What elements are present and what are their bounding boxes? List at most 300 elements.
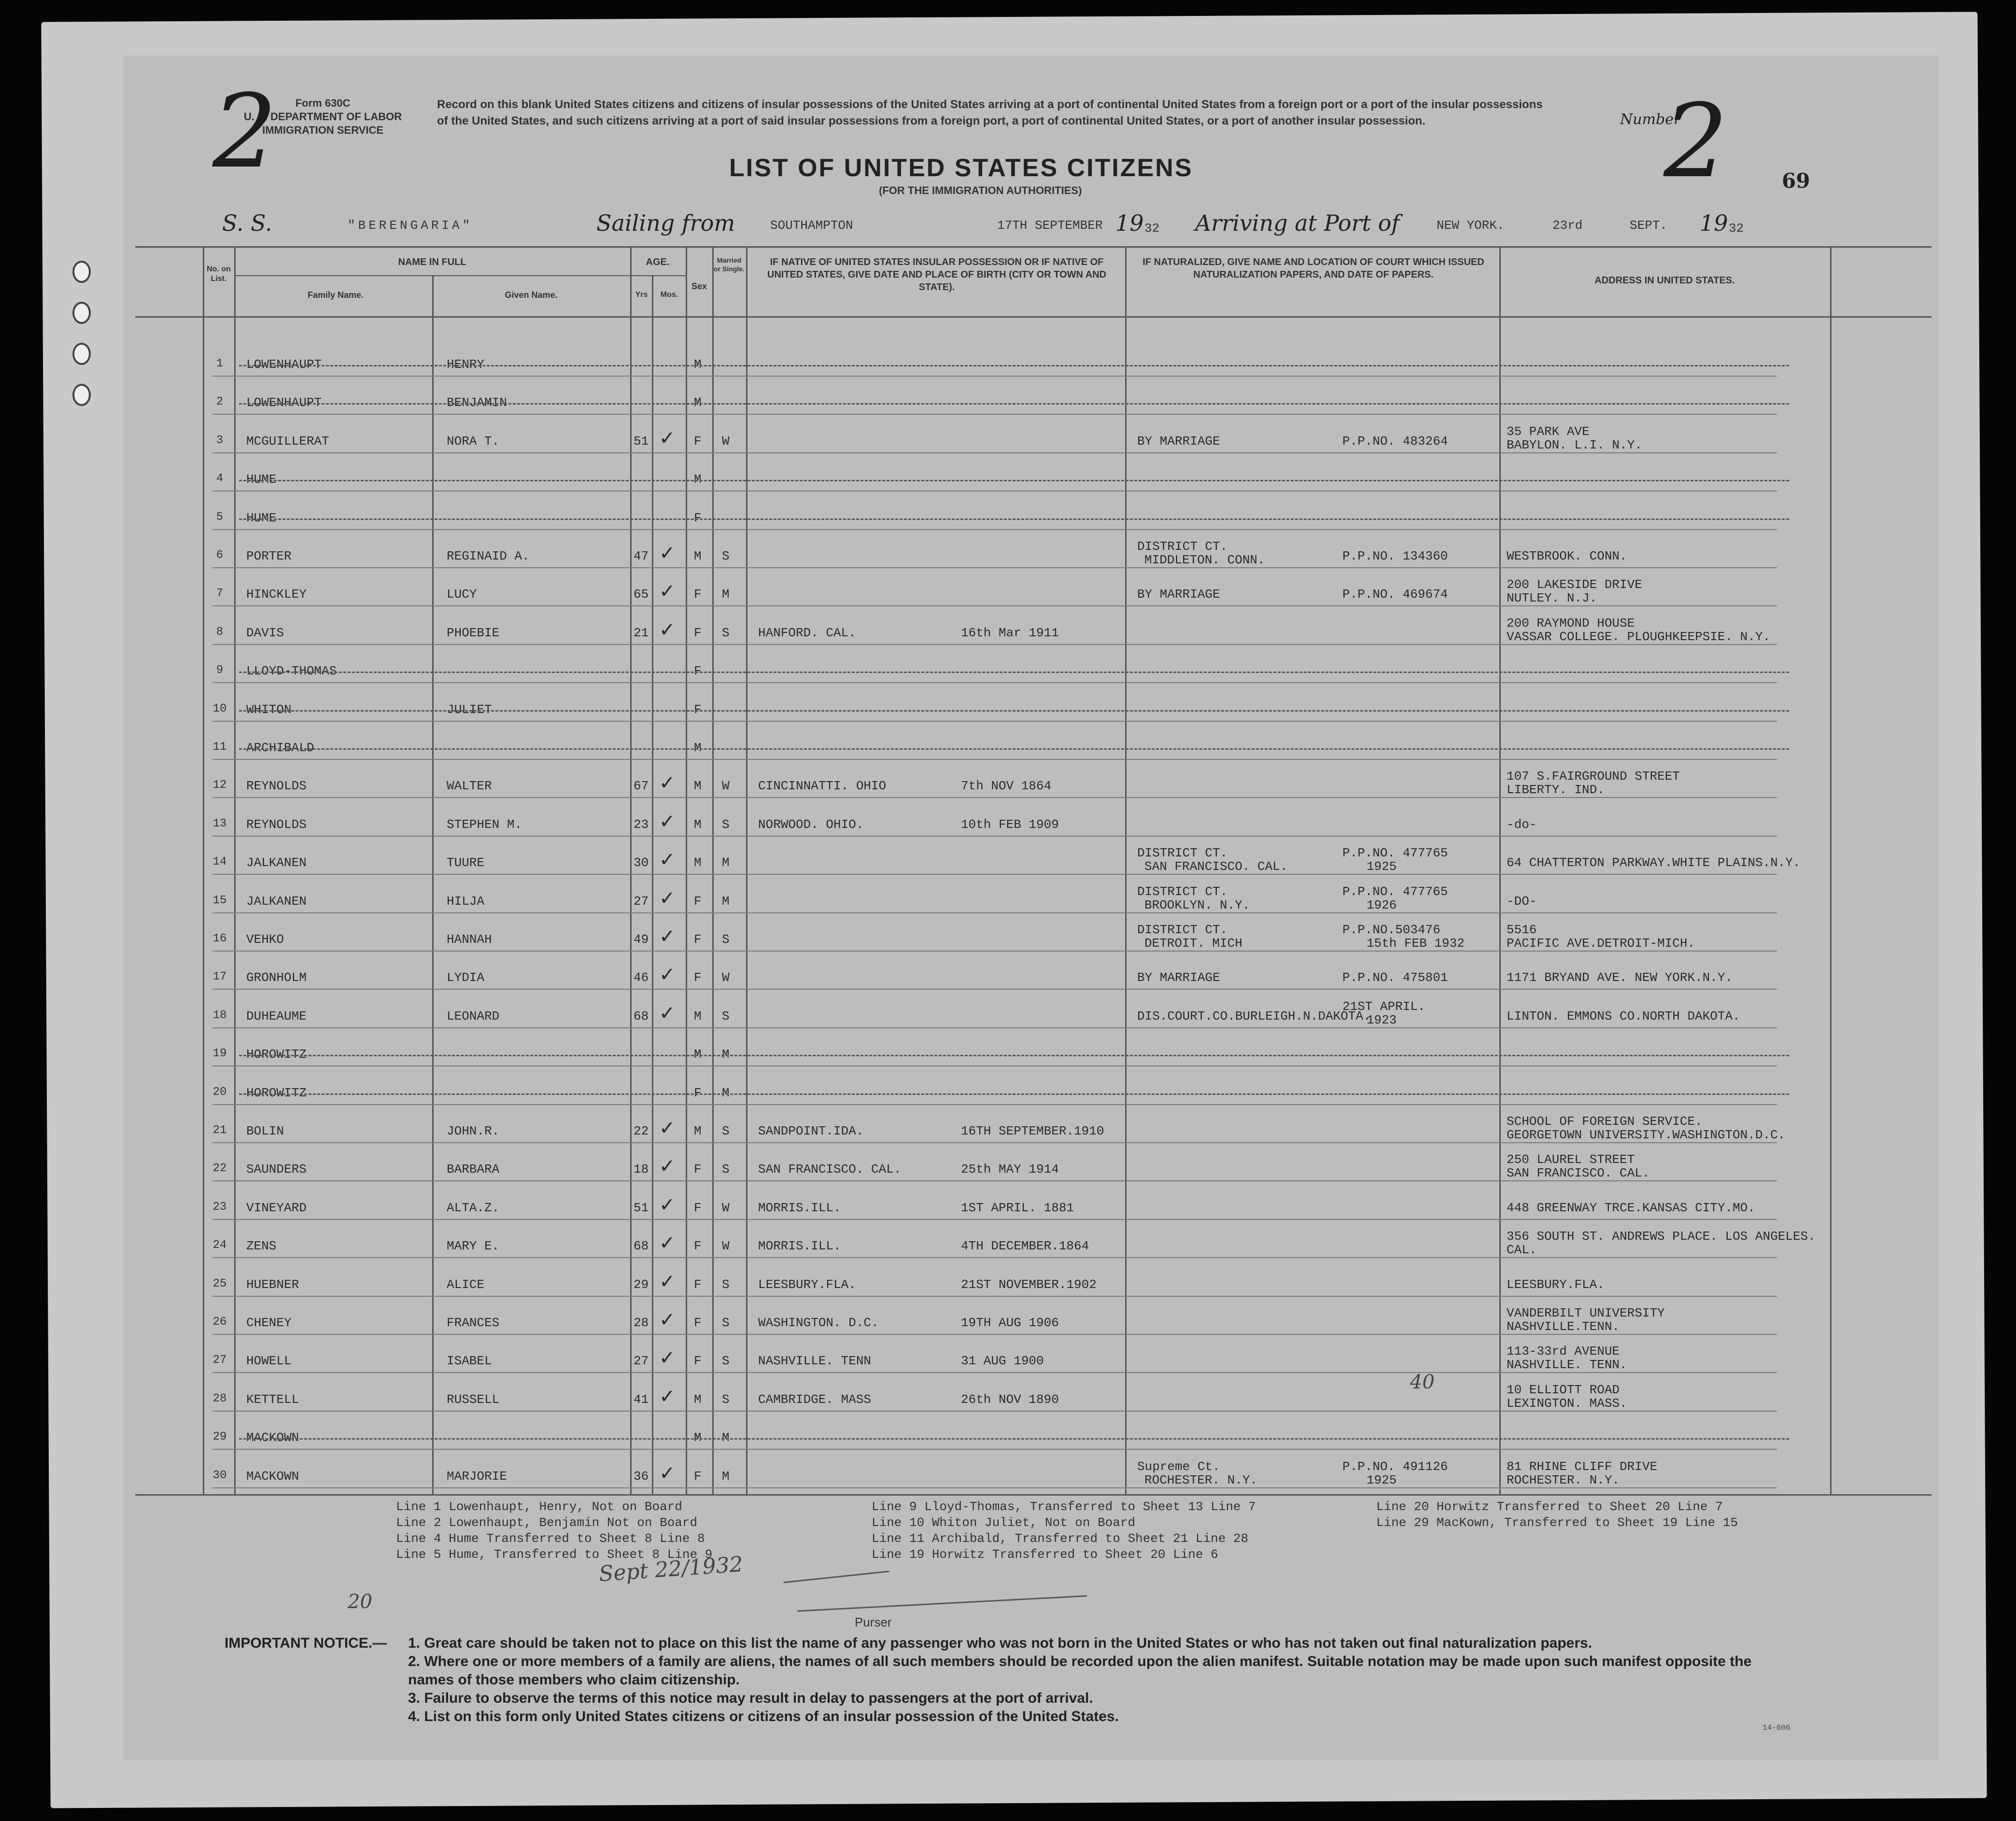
note-line: Line 4 Hume Transferred to Sheet 8 Line 8	[396, 1531, 705, 1546]
check-icon: ✓	[659, 1232, 676, 1255]
address: 81 RHINE CLIFF DRIVE	[1507, 1459, 1658, 1474]
sex: M	[694, 1047, 702, 1062]
address: 64 CHATTERTON PARKWAY.WHITE PLAINS.N.Y.	[1507, 855, 1801, 870]
court: BY MARRIAGE	[1137, 434, 1220, 448]
given-name: JOHN.R.	[447, 1124, 500, 1138]
strike-through-line	[239, 1438, 1789, 1440]
row-rule	[212, 452, 1777, 453]
check-icon: ✓	[659, 580, 676, 603]
sex: M	[694, 1009, 702, 1023]
row-number: 23	[212, 1200, 227, 1214]
family-name: HOROWITZ	[246, 1085, 307, 1100]
birth-place: WASHINGTON. D.C.	[758, 1316, 879, 1330]
check-icon: ✓	[659, 1155, 676, 1178]
row-number: 29	[212, 1430, 227, 1444]
row-number: 19	[212, 1047, 227, 1061]
given-name: PHOEBIE	[447, 625, 500, 640]
family-name: MCGUILLERAT	[246, 434, 329, 448]
family-name: PORTER	[246, 549, 292, 563]
col-married-header: Married or Single.	[714, 256, 745, 273]
age-years: 46	[634, 970, 649, 985]
sex: F	[694, 702, 702, 717]
check-icon: ✓	[659, 1347, 676, 1370]
given-name: LEONARD	[447, 1009, 500, 1023]
paper-number: P.P.NO.503476	[1342, 923, 1440, 937]
birth-date: 10th FEB 1909	[961, 817, 1059, 832]
marital-status: M	[722, 1430, 730, 1445]
row-number: 10	[212, 702, 227, 715]
family-name: VINEYARD	[246, 1200, 307, 1215]
sailing-label: Sailing from	[596, 210, 735, 236]
birth-date: 16th Mar 1911	[961, 625, 1059, 640]
sailing-date: 17TH SEPTEMBER	[997, 218, 1103, 233]
given-name: ALICE	[447, 1277, 485, 1292]
row-rule	[212, 1487, 1777, 1488]
paper-number: P.P.NO. 477765	[1342, 846, 1448, 861]
marital-status: W	[722, 434, 730, 448]
given-name: WALTER	[447, 779, 492, 794]
col-divider	[686, 246, 687, 1494]
address: 1171 BRYAND AVE. NEW YORK.N.Y.	[1507, 970, 1733, 985]
marital-status: M	[722, 1469, 730, 1484]
row-number: 16	[212, 932, 227, 945]
row-number: 8	[216, 625, 224, 639]
note-line: Line 9 Lloyd-Thomas, Transferred to Sheet 13 Line 7	[872, 1499, 1256, 1514]
address: 107 S.FAIRGROUND STREET	[1507, 769, 1680, 784]
strike-through-line	[239, 1093, 1789, 1095]
sex: F	[694, 664, 702, 679]
check-icon: ✓	[659, 427, 676, 449]
address-line2: NASHVILLE.TENN.	[1507, 1319, 1620, 1334]
birth-place: CINCINNATTI. OHIO	[758, 779, 887, 794]
age-years: 68	[634, 1009, 649, 1023]
address: 5516	[1507, 923, 1537, 937]
page-title: LIST OF UNITED STATES CITIZENS	[729, 154, 1193, 182]
row-number: 7	[216, 587, 224, 601]
marital-status: S	[722, 817, 730, 832]
family-name: DUHEAUME	[246, 1009, 307, 1023]
check-icon: ✓	[659, 849, 676, 871]
birth-date: 25th MAY 1914	[961, 1162, 1059, 1177]
court: DISTRICT CT.	[1137, 884, 1228, 899]
given-name: FRANCES	[447, 1316, 500, 1330]
paper-number: 21ST APRIL.	[1342, 999, 1425, 1014]
note-line: Line 1 Lowenhaupt, Henry, Not on Board	[396, 1499, 682, 1514]
notes-left	[396, 1499, 712, 1563]
marital-status: S	[722, 1277, 730, 1292]
address-line2: ROCHESTER. N.Y.	[1507, 1472, 1620, 1487]
given-name: REGINAID A.	[447, 549, 530, 563]
birth-place: NORWOOD. OHIO.	[758, 817, 864, 832]
paper-date: 1925	[1367, 1472, 1397, 1487]
paper-number: P.P.NO. 491126	[1342, 1459, 1448, 1474]
handwritten-count: 40	[1410, 1371, 1435, 1393]
family-name: REYNOLDS	[246, 779, 307, 794]
notice-item: 2. Where one or more members of a family are aliens, the names of all such members should be recorded upon the alien manifest. Suitable notation may be made upon such manifest opposite the names of those members who claim citizenship.	[408, 1653, 1752, 1688]
address-line2: LEXINGTON. MASS.	[1507, 1396, 1627, 1411]
row-rule	[212, 529, 1777, 530]
sex: F	[694, 625, 702, 640]
service: IMMIGRATION SERVICE	[262, 124, 384, 136]
family-name: DAVIS	[246, 625, 284, 640]
sailing-year: 32	[1144, 221, 1160, 236]
notes-middle	[872, 1499, 1256, 1563]
sex: F	[694, 894, 702, 909]
family-name: KETTELL	[246, 1392, 299, 1407]
sex: F	[694, 587, 702, 602]
row-rule	[212, 1411, 1777, 1412]
marital-status: S	[722, 1124, 730, 1138]
col-divider	[630, 246, 632, 1494]
punch-hole	[72, 343, 91, 365]
birth-place: HANFORD. CAL.	[758, 625, 856, 640]
strike-through-line	[239, 518, 1789, 520]
family-name: HUME	[246, 510, 277, 525]
court-location: SAN FRANCISCO. CAL.	[1144, 859, 1288, 874]
court-location: MIDDLETON. CONN.	[1144, 553, 1265, 567]
row-number: 24	[212, 1239, 227, 1252]
strike-through-line	[239, 672, 1789, 673]
address-line2: GEORGETOWN UNIVERSITY.WASHINGTON.D.C.	[1507, 1128, 1786, 1142]
punch-hole	[72, 384, 91, 406]
birth-place: MORRIS.ILL.	[758, 1239, 841, 1254]
strike-through-line	[239, 403, 1789, 405]
col-sex-header: Sex	[691, 281, 707, 291]
notes-right	[1376, 1499, 1738, 1531]
family-name: VEHKO	[246, 932, 284, 947]
check-icon: ✓	[659, 1270, 676, 1293]
form-number: Form 630C	[295, 97, 351, 109]
row-number: 25	[212, 1277, 227, 1290]
table-header-bottom	[135, 316, 1931, 318]
sailing-from: SOUTHAMPTON	[770, 218, 853, 233]
family-name: CHENEY	[246, 1316, 292, 1330]
court-location: ROCHESTER. N.Y.	[1144, 1472, 1258, 1487]
marital-status: S	[722, 1392, 730, 1407]
check-icon: ✓	[659, 1462, 676, 1485]
given-name: ISABEL	[447, 1354, 492, 1369]
court: DISTRICT CT.	[1137, 923, 1228, 937]
row-rule	[212, 951, 1777, 952]
note-line: Line 20 Horwitz Transferred to Sheet 20 Line 7	[1376, 1499, 1723, 1514]
department: U. S. DEPARTMENT OF LABOR	[244, 111, 402, 123]
given-name: RUSSELL	[447, 1392, 500, 1407]
family-name: HOWELL	[246, 1354, 292, 1369]
family-name: LLOYD-THOMAS	[246, 664, 337, 679]
row-number: 12	[212, 779, 227, 792]
col-divider	[712, 246, 714, 1494]
paper-number: P.P.NO. 134360	[1342, 549, 1448, 563]
row-number: 26	[212, 1316, 227, 1329]
col-yrs-header: Yrs	[635, 291, 648, 299]
age-years: 51	[634, 1200, 649, 1215]
birth-date: 16TH SEPTEMBER.1910	[961, 1124, 1104, 1138]
sex: M	[694, 1430, 702, 1445]
row-number: 5	[216, 510, 224, 524]
sex: M	[694, 549, 702, 563]
strike-through-line	[239, 480, 1789, 481]
court-location: BROOKLYN. N.Y.	[1144, 897, 1250, 912]
address: VANDERBILT UNIVERSITY	[1507, 1306, 1665, 1320]
row-rule	[212, 912, 1777, 913]
age-years: 18	[634, 1162, 649, 1177]
marital-status: M	[722, 587, 730, 602]
marital-status: S	[722, 932, 730, 947]
given-name: LYDIA	[447, 970, 485, 985]
address: 448 GREENWAY TRCE.KANSAS CITY.MO.	[1507, 1200, 1755, 1215]
row-number: 21	[212, 1124, 227, 1137]
col-divider	[1125, 246, 1127, 1494]
check-icon: ✓	[659, 810, 676, 833]
address: 200 RAYMOND HOUSE	[1507, 616, 1635, 630]
row-rule	[212, 1334, 1777, 1335]
given-name: HILJA	[447, 894, 485, 909]
row-number: 1	[216, 357, 224, 370]
form-code: 14-606	[1762, 1723, 1790, 1732]
address: 35 PARK AVE	[1507, 424, 1590, 439]
birth-place: LEESBURY.FLA.	[758, 1277, 856, 1292]
sex: F	[694, 1200, 702, 1215]
sex: F	[694, 1469, 702, 1484]
row-rule	[212, 682, 1777, 683]
row-number: 15	[212, 894, 227, 907]
check-icon: ✓	[659, 1309, 676, 1331]
row-number: 18	[212, 1009, 227, 1022]
row-rule	[212, 1449, 1777, 1450]
row-rule	[212, 989, 1777, 990]
punch-hole	[72, 261, 91, 283]
row-rule	[212, 1104, 1777, 1105]
given-name: HENRY	[447, 357, 485, 372]
check-icon: ✓	[659, 925, 676, 948]
age-years: 67	[634, 779, 649, 794]
address: 113-33rd AVENUE	[1507, 1344, 1620, 1359]
family-name: HUEBNER	[246, 1277, 299, 1292]
sex: F	[694, 1239, 702, 1254]
court: DISTRICT CT.	[1137, 539, 1228, 554]
marital-status: S	[722, 1354, 730, 1369]
paper-date: 15th FEB 1932	[1367, 936, 1465, 951]
age-years: 28	[634, 1316, 649, 1330]
col-divider	[1830, 246, 1832, 1494]
ss-label: S. S.	[222, 210, 272, 236]
col-name-header: NAME IN FULL	[398, 257, 466, 267]
age-years: 36	[634, 1469, 649, 1484]
row-number: 9	[216, 664, 224, 677]
table-bottom-border	[135, 1494, 1931, 1496]
col-family-header: Family Name.	[307, 290, 364, 300]
sex: M	[694, 395, 702, 410]
birth-date: 31 AUG 1900	[961, 1354, 1044, 1369]
check-icon: ✓	[659, 964, 676, 986]
family-name: HUME	[246, 472, 277, 487]
age-years: 41	[634, 1392, 649, 1407]
col-divider	[1499, 246, 1501, 1494]
subheader-line	[234, 275, 686, 276]
marital-status: M	[722, 855, 730, 870]
row-rule	[212, 836, 1777, 837]
birth-place: MORRIS.ILL.	[758, 1200, 841, 1215]
handwritten-date: Sept 22/1932	[598, 1552, 744, 1587]
address: LINTON. EMMONS CO.NORTH DAKOTA.	[1507, 1009, 1740, 1023]
check-icon: ✓	[659, 1002, 676, 1024]
sex: M	[694, 357, 702, 372]
purser-label: Purser	[855, 1615, 892, 1629]
sex: M	[694, 1392, 702, 1407]
col-divider	[234, 246, 236, 1494]
family-name: MACKOWN	[246, 1430, 299, 1445]
row-number: 2	[216, 395, 224, 409]
family-name: REYNOLDS	[246, 817, 307, 832]
paper-number: P.P.NO. 483264	[1342, 434, 1448, 448]
check-icon: ✓	[659, 618, 676, 641]
given-name: ALTA.Z.	[447, 1200, 500, 1215]
age-years: 29	[634, 1277, 649, 1292]
family-name: LOWENHAUPT	[246, 395, 322, 410]
sex: F	[694, 1354, 702, 1369]
row-number: 17	[212, 970, 227, 984]
strike-through-line	[239, 710, 1789, 712]
address-line2: SAN FRANCISCO. CAL.	[1507, 1166, 1650, 1181]
col-given-header: Given Name.	[505, 290, 558, 300]
strike-through-line	[239, 365, 1789, 366]
address-line2: VASSAR COLLEGE. PLOUGHKEEPSIE. N.Y.	[1507, 629, 1771, 644]
row-rule	[212, 874, 1777, 875]
arriving-year-prefix: 19	[1700, 210, 1728, 236]
sex: M	[694, 817, 702, 832]
marital-status: W	[722, 1239, 730, 1254]
row-number: 22	[212, 1162, 227, 1176]
note-line: Line 11 Archibald, Transferred to Sheet 21 Line 28	[872, 1531, 1249, 1546]
strike-through-line	[239, 748, 1789, 750]
address-line2: LIBERTY. IND.	[1507, 783, 1605, 798]
sex: F	[694, 1316, 702, 1330]
marital-status: S	[722, 1162, 730, 1177]
sex: F	[694, 510, 702, 525]
address: -DO-	[1507, 894, 1537, 909]
age-years: 47	[634, 549, 649, 563]
row-rule	[212, 1065, 1777, 1066]
row-number: 20	[212, 1085, 227, 1099]
marital-status: W	[722, 970, 730, 985]
address: 356 SOUTH ST. ANDREWS PLACE. LOS ANGELES.	[1507, 1229, 1816, 1244]
address-line2: PACIFIC AVE.DETROIT-MICH.	[1507, 936, 1695, 951]
row-rule	[212, 605, 1777, 606]
address: WESTBROOK. CONN.	[1507, 549, 1627, 563]
address: 10 ELLIOTT ROAD	[1507, 1382, 1620, 1397]
given-name: BARBARA	[447, 1162, 500, 1177]
arriving-month: SEPT.	[1630, 218, 1668, 233]
given-name: STEPHEN M.	[447, 817, 522, 832]
address-line2: CAL.	[1507, 1243, 1537, 1258]
age-years: 21	[634, 625, 649, 640]
handwritten-sheet-number: 2	[212, 72, 277, 191]
row-rule	[212, 1180, 1777, 1181]
sex: M	[694, 779, 702, 794]
marital-status: W	[722, 1200, 730, 1215]
family-name: HINCKLEY	[246, 587, 307, 602]
row-number: 4	[216, 472, 224, 486]
notice-items	[408, 1634, 1799, 1726]
row-number: 28	[212, 1392, 227, 1405]
strike-through-line	[239, 1055, 1789, 1056]
marital-status: S	[722, 625, 730, 640]
address-line2: NASHVILLE. TENN.	[1507, 1358, 1627, 1373]
given-name: NORA T.	[447, 434, 500, 448]
note-line: Line 19 Horwitz Transferred to Sheet 20 Line 6	[872, 1547, 1218, 1562]
birth-place: SAN FRANCISCO. CAL.	[758, 1162, 902, 1177]
sailing-year-prefix: 19	[1115, 210, 1144, 236]
address-line2: BABYLON. L.I. N.Y.	[1507, 437, 1642, 452]
marital-status: M	[722, 1085, 730, 1100]
age-years: 68	[634, 1239, 649, 1254]
paper-date: 1923	[1367, 1012, 1397, 1027]
row-rule	[212, 414, 1777, 415]
check-icon: ✓	[659, 772, 676, 795]
family-name: BOLIN	[246, 1124, 284, 1138]
age-years: 65	[634, 587, 649, 602]
age-years: 23	[634, 817, 649, 832]
marital-status: M	[722, 1047, 730, 1062]
court: BY MARRIAGE	[1137, 970, 1220, 985]
ship-name: "BERENGARIA"	[348, 218, 473, 233]
age-years: 27	[634, 894, 649, 909]
family-name: ZENS	[246, 1239, 277, 1254]
address: 250 LAUREL STREET	[1507, 1152, 1635, 1167]
col-address-header: ADDRESS IN UNITED STATES.	[1594, 275, 1735, 286]
family-name: LOWENHAUPT	[246, 357, 322, 372]
note-line: Line 10 Whiton Juliet, Not on Board	[872, 1515, 1136, 1530]
col-divider	[203, 246, 204, 1494]
row-rule	[212, 1257, 1777, 1258]
family-name: GRONHOLM	[246, 970, 307, 985]
birth-place: SANDPOINT.IDA.	[758, 1124, 864, 1138]
col-divider	[432, 275, 434, 1494]
family-name: MACKOWN	[246, 1469, 299, 1484]
given-name: TUURE	[447, 855, 485, 870]
paper-number: P.P.NO. 469674	[1342, 587, 1448, 602]
number-handwritten: 2	[1664, 82, 1728, 200]
given-name: LUCY	[447, 587, 477, 602]
sex: F	[694, 1162, 702, 1177]
col-naturalization-header: IF NATURALIZED, GIVE NAME AND LOCATION OF COURT WHICH ISSUED NATURALIZATION PAPERS, AND DATE OF PAPERS.	[1142, 257, 1484, 280]
family-name: JALKANEN	[246, 855, 307, 870]
page-number: 69	[1782, 169, 1810, 193]
check-icon: ✓	[659, 887, 676, 910]
check-icon: ✓	[659, 1193, 676, 1216]
intro-text: Record on this blank United States citizens and citizens of insular possessions of the United States arriving at a port of continental United States from a foreign port or a port of the insular possessions of the United States, and such citizens arriving at a port of said insular possessions from a foreign port, a port of continental United States, or a port of another insular possession.	[437, 98, 1543, 127]
court: DIS.COURT.CO.BURLEIGH.N.DAKOTA.	[1137, 1009, 1371, 1023]
address-line2: NUTLEY. N.J.	[1507, 591, 1597, 606]
note-line: Line 29 MacKown, Transferred to Sheet 19 Line 15	[1376, 1515, 1738, 1530]
notice-item: 3. Failure to observe the terms of this notice may result in delay to passengers at the port of arrival.	[408, 1690, 1093, 1706]
row-rule	[212, 797, 1777, 798]
check-icon: ✓	[659, 542, 676, 564]
page-subtitle: (FOR THE IMMIGRATION AUTHORITIES)	[879, 184, 1082, 196]
paper-date: 1926	[1367, 897, 1397, 912]
marital-status: W	[722, 779, 730, 794]
arriving-day: 23rd	[1552, 218, 1583, 233]
family-name: JALKANEN	[246, 894, 307, 909]
paper-number: P.P.NO. 475801	[1342, 970, 1448, 985]
given-name: MARJORIE	[447, 1469, 507, 1484]
court: Supreme Ct.	[1137, 1459, 1220, 1474]
note-line: Line 2 Lowenhaupt, Benjamin Not on Board	[396, 1515, 698, 1530]
given-name: JULIET	[447, 702, 492, 717]
address: -do-	[1507, 817, 1537, 832]
family-name: HOROWITZ	[246, 1047, 307, 1062]
paper-date: 1925	[1367, 859, 1397, 874]
